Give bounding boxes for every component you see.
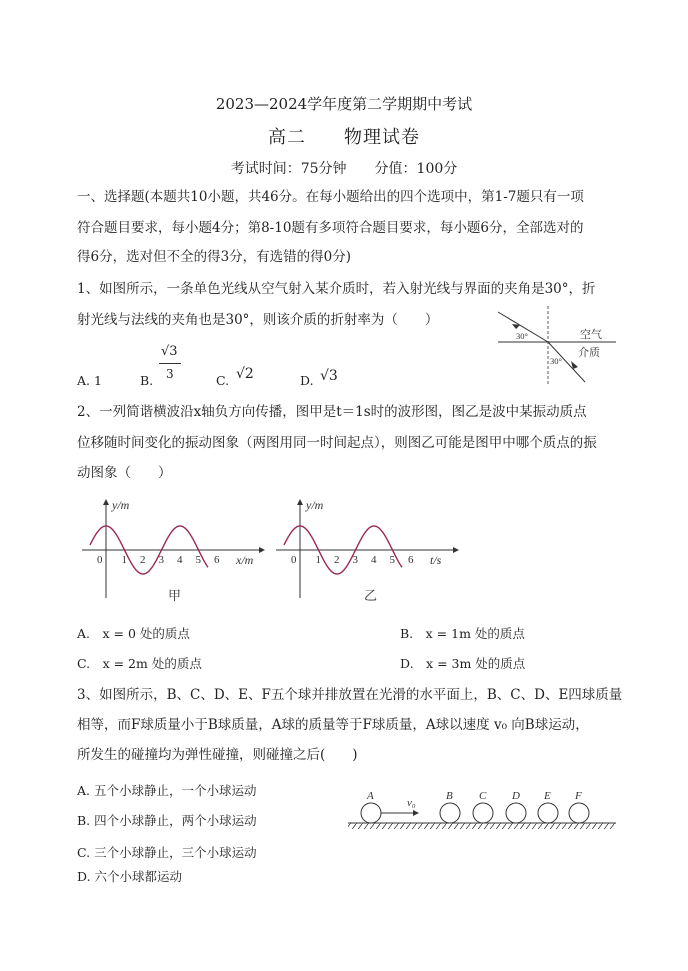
q1-option-b-label: B. [140,373,154,388]
q2-wave-xlabel: x/m [236,553,254,567]
ball-c-label: C [479,790,487,802]
graph-tick-5: 5 [195,554,201,566]
q3-option-a: A. 五个小球静止，一个小球运动 [77,783,257,798]
q2-vibration-graph [272,494,472,602]
q2-vibration-ylabel: y/m [306,498,324,512]
ball-f [569,803,589,823]
ball-e-label: E [544,790,551,802]
q1-option-d-value: √3 [320,368,338,384]
graph-tick-3: 3 [158,554,164,566]
q2-stem-line-1: 2、一列简谐横波沿x轴负方向传播，图甲是t＝1s时的波形图，图乙是波中某振动质点 [77,404,587,420]
q1-option-a: A. 1 [77,373,102,388]
q2-wave-caption: 甲 [168,588,182,602]
q1-medium-air: 空气 [580,329,602,341]
graph-tick-0: 0 [291,554,297,566]
q3-balls-diagram [344,784,620,834]
q1-angle-top: 30° [516,331,528,341]
q1-medium-glass: 介质 [578,347,600,359]
q3-stem-line-3: 所发生的碰撞均为弹性碰撞，则碰撞之后( ) [77,747,358,763]
ball-f-label: F [575,790,582,802]
q2-vibration-caption: 乙 [364,588,378,602]
q2-wave-graph [78,494,278,602]
q3-velocity-label: v₀ [407,797,416,809]
ball-a [361,803,381,823]
q1-option-b-numerator: √3 [161,344,178,359]
ball-b [440,803,460,823]
q3-option-b: B. 四个小球静止，两个小球运动 [77,813,257,828]
ball-d-label: D [512,790,520,802]
ball-e [538,803,558,823]
ball-d [506,803,526,823]
graph-tick-6: 6 [214,554,220,566]
q3-stem-line-1: 3、如图所示，B、C、D、E、F五个球并排放置在光滑的水平面上，B、C、D、E四球质量 [77,687,623,703]
q2-option-b: B. x = 1m 处的质点 [400,626,525,641]
q1-option-c-label: C. [216,373,230,388]
q3-stem-line-2: 相等，而F球质量小于B球质量，A球的质量等于F球质量，A球以速度 v₀ 向B球运动， [77,717,589,733]
graph-tick-5: 5 [389,554,395,566]
graph-tick-4: 4 [177,554,183,566]
ball-c [473,803,493,823]
q2-option-c: C. x = 2m 处的质点 [77,656,202,671]
q1-angle-bottom: 30° [550,356,562,366]
ball-a-label: A [367,790,374,802]
exam-school-year: 2023—2024学年度第二学期期中考试 [215,95,473,113]
section1-intro-line-2: 符合题目要求，每小题4分；第8-10题有多项符合题目要求，每小题6分，全部选对的 [77,220,584,236]
graph-tick-1: 1 [315,554,321,566]
q1-refraction-diagram [490,302,620,388]
ball-b-label: B [446,790,453,802]
exam-subject-title: 高二 物理试卷 [268,127,420,148]
section1-intro-line-1: 一、选择题(本题共10小题，共46分。在每小题给出的四个选项中，第1-7题只有一项 [77,189,584,205]
q1-option-d-label: D. [300,373,314,388]
graph-tick-2: 2 [334,554,340,566]
q1-option-c-value: √2 [236,366,254,382]
q2-option-d: D. x = 3m 处的质点 [400,656,526,671]
q2-stem-line-3: 动图象（ ） [77,465,172,481]
q2-wave-ylabel: y/m [112,498,130,512]
q2-option-a: A. x = 0 处的质点 [77,626,190,641]
q1-stem-line-2: 射光线与法线的夹角也是30°，则该介质的折射率为（ ） [77,312,439,328]
graph-tick-6: 6 [408,554,414,566]
section1-intro-line-3: 得6分，选对但不全的得3分，有选错的得0分) [77,249,352,265]
q1-stem-line-1: 1、如图所示，一条单色光线从空气射入某介质时，若入射光线与界面的夹角是30°，折 [77,281,596,297]
q1-option-b-denominator: 3 [166,367,174,381]
q1-option-b-fraction-bar [159,363,181,364]
q2-stem-line-2: 位移随时间变化的振动图象（两图用同一时间起点），则图乙可能是图甲中哪个质点的振 [77,435,597,451]
exam-info: 考试时间：75分钟 分值：100分 [230,161,458,177]
q2-vibration-xlabel: t/s [430,553,442,567]
graph-tick-3: 3 [352,554,358,566]
graph-tick-4: 4 [371,554,377,566]
q3-option-d: D. 六个小球都运动 [77,869,183,884]
graph-tick-0: 0 [97,554,103,566]
graph-tick-1: 1 [121,554,127,566]
q3-option-c: C. 三个小球静止，三个小球运动 [77,845,257,860]
graph-tick-2: 2 [140,554,146,566]
